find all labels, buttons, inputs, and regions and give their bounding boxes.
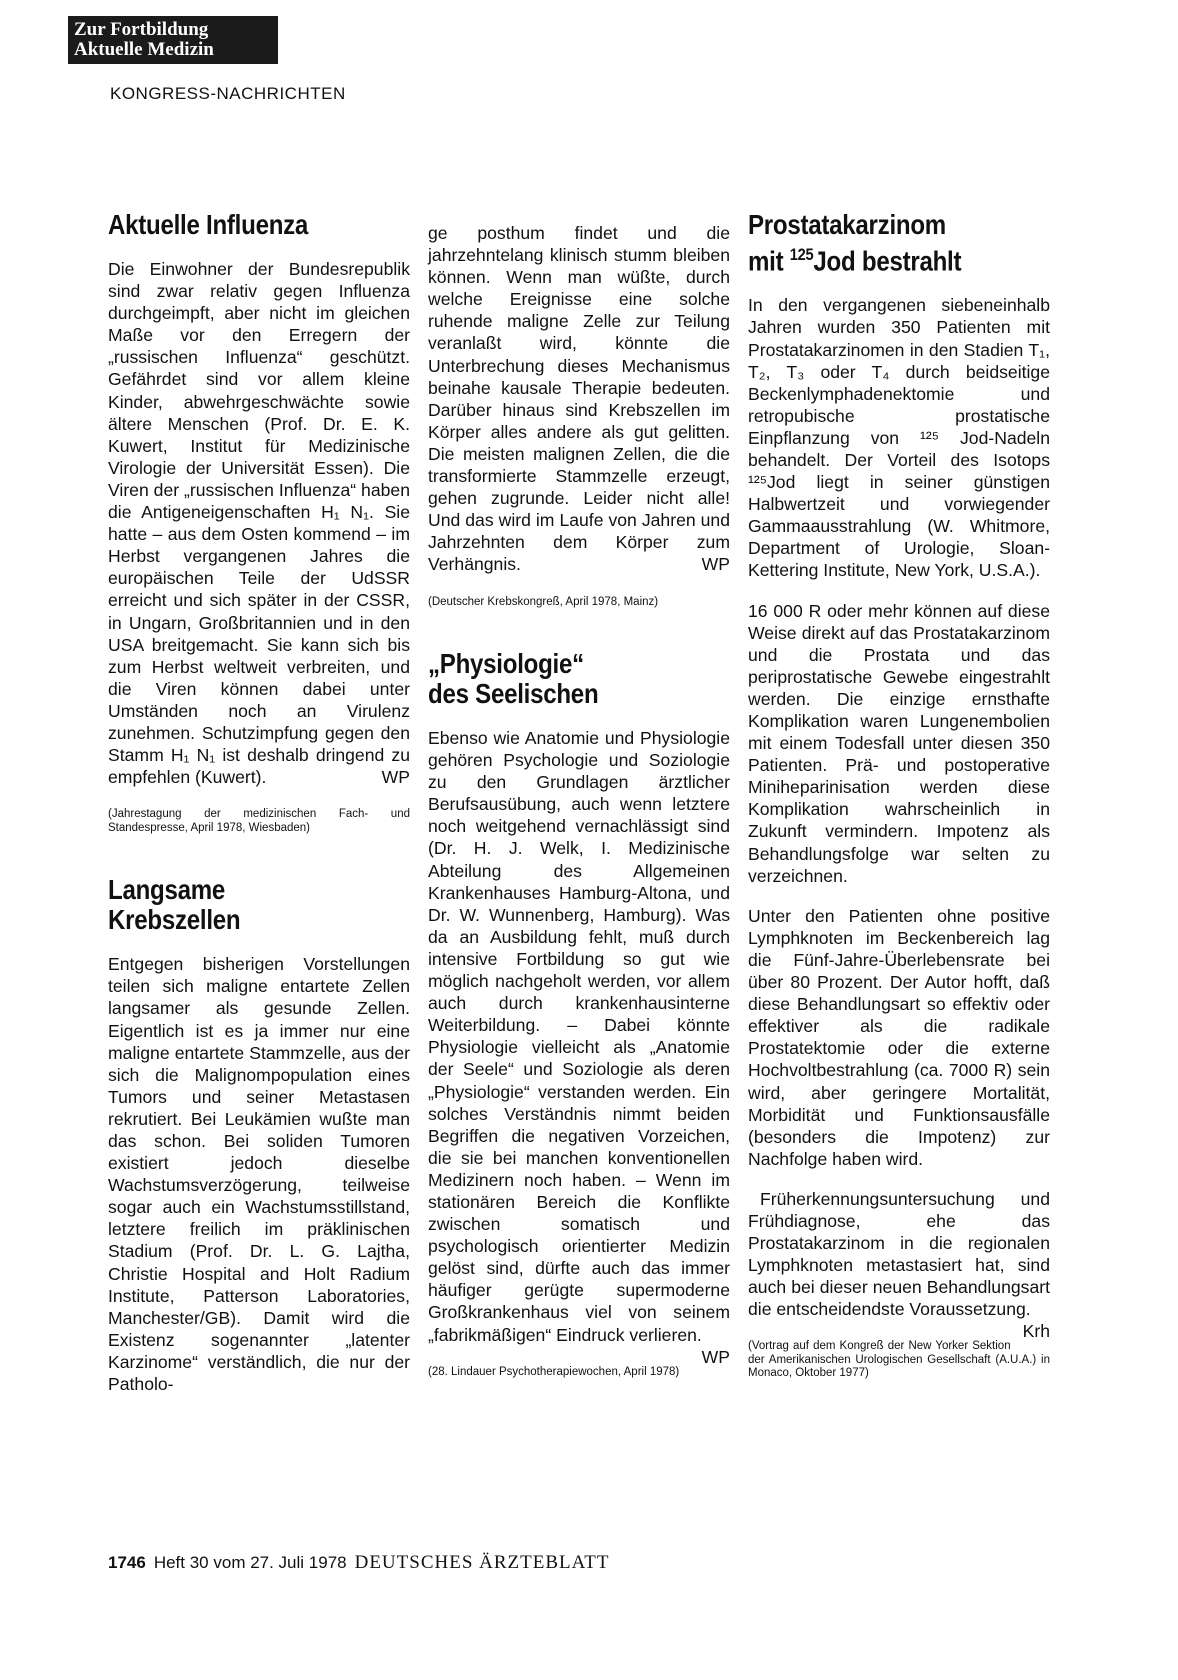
article-title-influenza: Aktuelle Influenza [108, 209, 309, 240]
article-title-physiologie [428, 649, 688, 709]
badge-line-2: Aktuelle Medizin [74, 39, 214, 60]
author-signature: Krh [1022, 1321, 1050, 1342]
article-source: (Deutscher Krebskongreß, April 1978, Mainz) [428, 595, 659, 608]
article-body-krebszellen: Entgegen bisherigen Vorstellungen teilen sich maligne entartete Zellen langsamer als gesunde Zellen. Eigentlich ist es ja immer nur eine maligne entartete Stammzelle, aus der sich die Malignompopulation eines Tumors und seiner Metastasen rekrutiert. Bei Leukämien wußte man das schon. Bei soliden Tumoren existiert jedoch dieselbe Wachstumsverzögerung, teilweise sogar auch ein Wachstumsstillstand, letztere freilich im präklinischen Stadium (Prof. Dr. L. G. Lajtha, Christie Hospital and Holt Radium Institute, Patterson Laboratories, Manchester/GB). Damit wird die Existenz sogenannter „latenter Karzinome“ verständlich, die nur der Patholo- [108, 954, 410, 1395]
badge-line-1: Zur Fortbildung [74, 19, 209, 40]
title-line: des Seelischen [428, 678, 599, 709]
article-text: Früherkennungsuntersuchung und Frühdiagnose, ehe das Prostatakarzinom in die regionalen Lymphknoten metastasiert hat, sind auch bei dieser neuen Behandlungsart die entscheidendste Voraussetzung. [748, 1188, 1050, 1320]
page-number: 1746 [108, 1553, 146, 1572]
article-paragraph: In den vergangenen siebeneinhalb Jahren wurden 350 Patienten mit Prostatakarzinomen in den Stadien T₁, T₂, T₃ oder T₄ durch beidseitige Beckenlymphadenektomie und retropubische prostatische Einpflanzung von ¹²⁵ Jod-Nadeln behandelt. Der Vorteil des Isotops ¹²⁵Jod liegt in seiner günstigen Halbwertzeit und vorwiegender Gammaausstrahlung (W. Whitmore, Department of Urologie, Sloan-Kettering Institute, New York, U.S.A.). [748, 295, 1050, 581]
column-2 [428, 222, 730, 1379]
author-signature: WP [701, 554, 730, 575]
article-source: (Vortrag auf dem Kongreß der New Yorker Sektion der Amerikanischen Urologischen Gesellschaft (A.U.A.) in Monaco, Oktober 1977) [748, 1340, 1050, 1380]
title-superscript: 125 [789, 245, 814, 264]
article-body-physiologie [428, 727, 730, 1367]
title-line: Langsame [108, 874, 226, 906]
article-source: (28. Lindauer Psychotherapiewochen, April 1978) [428, 1365, 680, 1378]
journal-name: DEUTSCHES ÄRZTEBLATT [354, 1552, 610, 1573]
title-line: Prostatakarzinom [748, 209, 946, 240]
article-body-influenza [108, 258, 410, 788]
column-3 [748, 210, 1050, 1381]
issue-info: Heft 30 vom 27. Juli 1978 [153, 1553, 347, 1572]
title-line: Jod bestrahlt [813, 245, 962, 277]
article-source: (Jahrestagung der medizinischen Fach- und Standespresse, April 1978, Wiesbaden) [108, 808, 410, 834]
article-text: Ebenso wie Anatomie und Physiologie gehören Psychologie und Soziologie zu den Grundlagen ärztlicher Berufsausübung, auch wenn letztere noch weitgehend vernachlässigt sind (Dr. H. J. Welk, I. Medizinische Abteilung des Allgemeinen Krankenhauses Hamburg-Altona, und Dr. W. Wunnenberg, Hamburg). Was da an Ausbildung fehlt, muß durch intensive Fortbildung so gut wie möglich nachgeholt werden, vor allem auch durch krankenhausinterne Weiterbildung. – Dabei könnte Physiologie vielleicht als „Anatomie der Seele“ und Soziologie als deren „Physiologie“ verstanden werden. Ein solches Verständnis nimmt beiden Begriffen die negativen Vorzeichen, die sie bei manchen konventionellen Medizinern noch haben. – Wenn im stationären Bereich die Konflikte zwischen somatisch und psychologisch orientierter Medizin gelöst sind, dürfte auch das immer häufiger gerügte supermoderne Großkrankenhaus viel von seinem „fabrikmäßigen“ Eindruck verlieren. [428, 728, 730, 1345]
title-line: Krebszellen [108, 904, 241, 936]
page-footer [108, 1552, 609, 1574]
column-1 [108, 210, 410, 1395]
article-text: Die Einwohner der Bundesrepublik sind zwar relativ gegen Influenza durchgeimpft, aber nicht im gleichen Maße vor den Erregern der „russischen Influenza“ geschützt. Gefährdet sind vor allem kleine Kinder, abwehrgeschwächte sowie ältere Menschen (Prof. Dr. E. K. Kuwert, Institut für Medizinische Virologie der Universität Essen). Die Viren der „russischen Influenza“ haben die Antigeneigenschaften H₁ N₁. Sie hatte – aus dem Osten kommend – im Herbst vergangenen Jahres die europäischen Teile der UdSSR erreicht und sich später in der CSSR, in Ungarn, Großbritannien und in den USA breitgemacht. Sie kann sich bis zum Herbst weltweit verbreiten, und die Viren können dabei unter Umständen noch an Virulenz zunehmen. Schutzimpfung gegen den Stamm H₁ N₁ ist deshalb dringend zu empfehlen (Kuwert). [108, 259, 410, 788]
article-title-prostatakarzinom [748, 210, 1008, 276]
article-body-krebszellen-cont [428, 222, 730, 576]
title-line: mit [748, 245, 790, 277]
article-title-krebszellen [108, 875, 368, 935]
section-badge [68, 16, 278, 64]
article-paragraph: 16 000 R oder mehr können auf diese Weise direkt auf das Prostatakarzinom und die Prostata und das periprostatische Gewebe eingestrahlt werden. Die einzige ernsthafte Komplikation waren Lungenembolien mit einem Todesfall unter diesen 350 Patienten. Prä- und postoperative Miniheparinisation werden diese Komplikation wahrscheinlich in Zukunft vermindern. Impotenz als Behandlungsfolge war selten zu verzeichnen. [748, 600, 1050, 886]
article-text: ge posthum findet und die jahrzehntelang klinisch stumm bleiben können. Wenn man wüßte, durch welche Ereignisse eine solche ruhende maligne Zelle zur Teilung veranlaßt wird, könnte die Unterbrechung dieses Mechanismus beinahe kausale Therapie bedeuten. Darüber hinaus sind Krebszellen im Körper alles andere als gut gelitten. Die meisten malignen Zellen, die die transformierte Stammzelle erzeugt, gehen zugrunde. Leider nicht alle! Und das wird im Laufe von Jahren und Jahrzehnten dem Körper zum Verhängnis. [428, 223, 730, 575]
author-signature: WP [381, 767, 410, 788]
title-line: „Physiologie“ [428, 648, 584, 679]
article-paragraph [748, 1188, 1050, 1342]
article-paragraph: Unter den Patienten ohne positive Lymphknoten im Beckenbereich lag die Fünf-Jahre-Überlebensrate bei über 80 Prozent. Der Autor hofft, daß diese Behandlungsart so effektiv oder effektiver als die radikale Prostatektomie oder die externe Hochvoltbestrahlung (ca. 7000 R) sein wird, aber geringere Mortalität, Morbidität und Funktionsausfälle (besonders die Impotenz) zur Nachfolge haben wird. [748, 905, 1050, 1169]
section-heading: KONGRESS-NACHRICHTEN [110, 84, 346, 103]
author-signature: WP [701, 1346, 730, 1367]
